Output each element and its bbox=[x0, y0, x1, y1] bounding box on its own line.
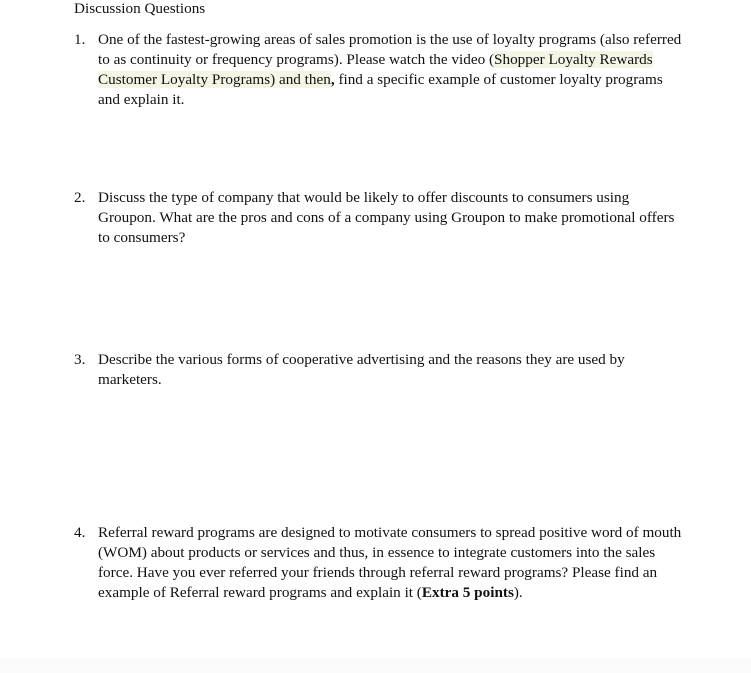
question-text-part: Referral reward programs are designed to motivate consumers to spread positive word of mouth (WOM) about products or services and thus, in essence to integrate customers into the sales force. Have you ever referred your friends through referral reward programs? Please find an example of Referral reward programs and explain it ( bbox=[98, 524, 682, 601]
question-number: 1. bbox=[74, 31, 86, 48]
question-text: Describe the various forms of cooperative advertising and the reasons they are used by marketers. bbox=[98, 351, 625, 388]
question-number: 4. bbox=[74, 524, 86, 541]
question-number: 2. bbox=[74, 189, 86, 206]
question-3 bbox=[74, 350, 684, 390]
question-text-part: , bbox=[330, 71, 335, 88]
video-link-highlight[interactable]: Shopper Loyalty Rewards Customer Loyalty Programs) and then bbox=[98, 51, 653, 88]
page-title: Discussion Questions bbox=[74, 0, 206, 17]
extra-points-label: Extra 5 points bbox=[421, 584, 514, 601]
question-text bbox=[98, 30, 684, 110]
question-number: 3. bbox=[74, 351, 86, 368]
question-1 bbox=[74, 30, 684, 110]
question-2 bbox=[74, 188, 684, 248]
question-text-part: ). bbox=[513, 584, 523, 601]
question-text-part: One of the fastest-growing areas of sales promotion is the use of loyalty programs (also referred to as continuity or frequency programs). Please watch the video ( bbox=[98, 31, 682, 68]
question-text-part: find a specific example of customer loyalty programs and explain it. bbox=[98, 71, 663, 108]
page-bottom-edge bbox=[0, 659, 751, 673]
question-text bbox=[98, 523, 684, 603]
question-text: Discuss the type of company that would be likely to offer discounts to consumers using Groupon. What are the pros and cons of a company using Groupon to make promotional offers to consumers? bbox=[98, 189, 675, 246]
question-4 bbox=[74, 523, 684, 603]
